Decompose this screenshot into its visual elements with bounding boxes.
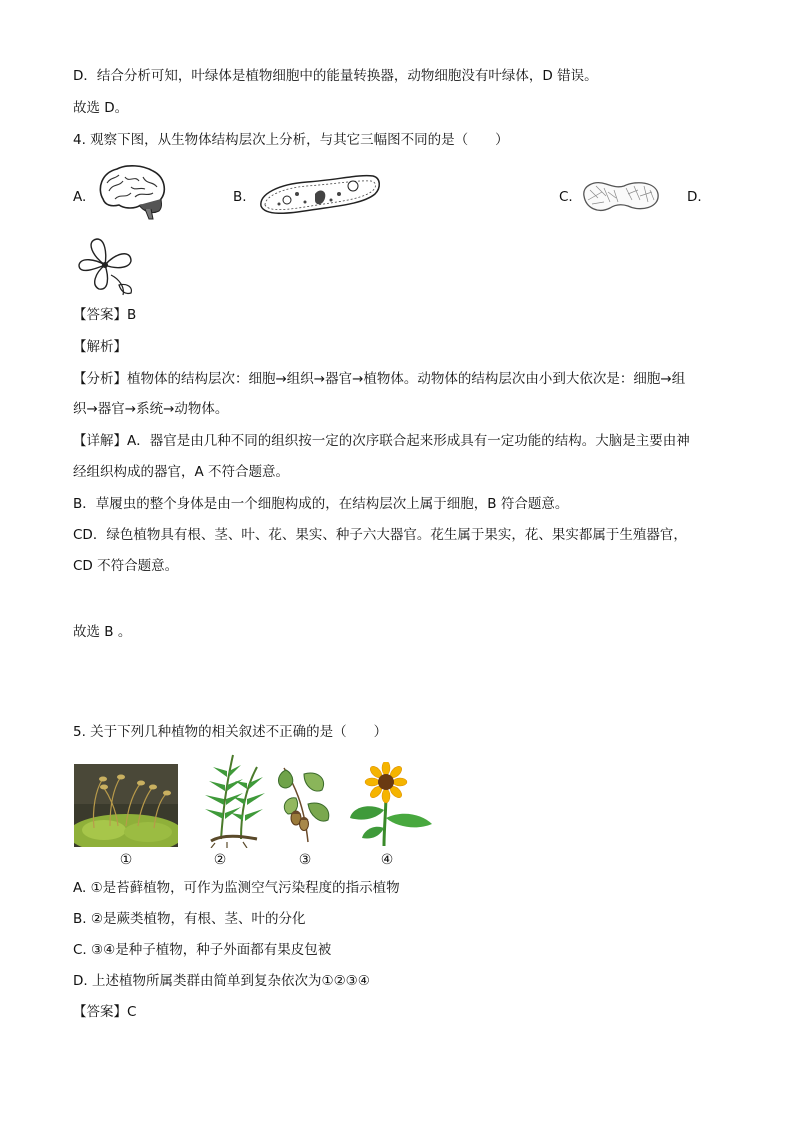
fern-image xyxy=(197,751,269,848)
option-d-label: D. xyxy=(687,189,702,205)
question-5-stem: 5. 关于下列几种植物的相关叙述不正确的是（ ） xyxy=(73,724,388,740)
flower-image xyxy=(75,235,137,300)
option-a: A. ①是苔藓植物，可作为监测空气污染程度的指示植物 xyxy=(73,880,400,896)
brain-image xyxy=(95,163,170,223)
option-b: B. ②是蕨类植物，有根、茎、叶的分化 xyxy=(73,911,306,927)
moss-image xyxy=(74,764,178,847)
oak-branch-image xyxy=(274,764,336,846)
paramecium-image xyxy=(257,172,382,218)
sunflower-image xyxy=(348,762,434,846)
caption-1: ① xyxy=(119,852,133,868)
option-d: D. 上述植物所属类群由简单到复杂依次为①②③④ xyxy=(73,973,370,989)
option-c-label: C. xyxy=(559,189,573,205)
option-c: C. ③④是种子植物，种子外面都有果皮包被 xyxy=(73,942,332,958)
answer-label: 【答案】B xyxy=(73,307,137,323)
text-line: 织→器官→系统→动物体。 xyxy=(73,401,229,417)
answer-label: 【答案】C xyxy=(73,1004,137,1020)
text-line: 故选 D。 xyxy=(73,100,129,116)
text-line: B．草履虫的整个身体是由一个细胞构成的，在结构层次上属于细胞，B 符合题意。 xyxy=(73,496,569,512)
caption-4: ④ xyxy=(380,852,394,868)
text-line: 【分析】植物体的结构层次：细胞→组织→器官→植物体。动物体的结构层次由小到大依次是：细胞→组 xyxy=(73,371,686,387)
text-line: 故选 B 。 xyxy=(73,624,132,640)
peanut-image xyxy=(578,178,664,214)
text-line: D．结合分析可知，叶绿体是植物细胞中的能量转换器，动物细胞没有叶绿体，D 错误。 xyxy=(73,68,598,84)
text-line: 【详解】A．器官是由几种不同的组织按一定的次序联合起来形成具有一定功能的结构。大脑是主要由神 xyxy=(73,433,690,449)
text-line: CD 不符合题意。 xyxy=(73,558,179,574)
analysis-label: 【解析】 xyxy=(73,339,127,355)
caption-2: ② xyxy=(213,852,227,868)
option-b-label: B. xyxy=(233,189,247,205)
text-line: CD．绿色植物具有根、茎、叶、花、果实、种子六大器官。花生属于果实，花、果实都属于生殖器官， xyxy=(73,527,687,543)
option-a-label: A. xyxy=(73,189,87,205)
caption-3: ③ xyxy=(298,852,312,868)
text-line: 经组织构成的器官，A 不符合题意。 xyxy=(73,464,290,480)
question-4-stem: 4. 观察下图，从生物体结构层次上分析，与其它三幅图不同的是（ ） xyxy=(73,132,509,148)
